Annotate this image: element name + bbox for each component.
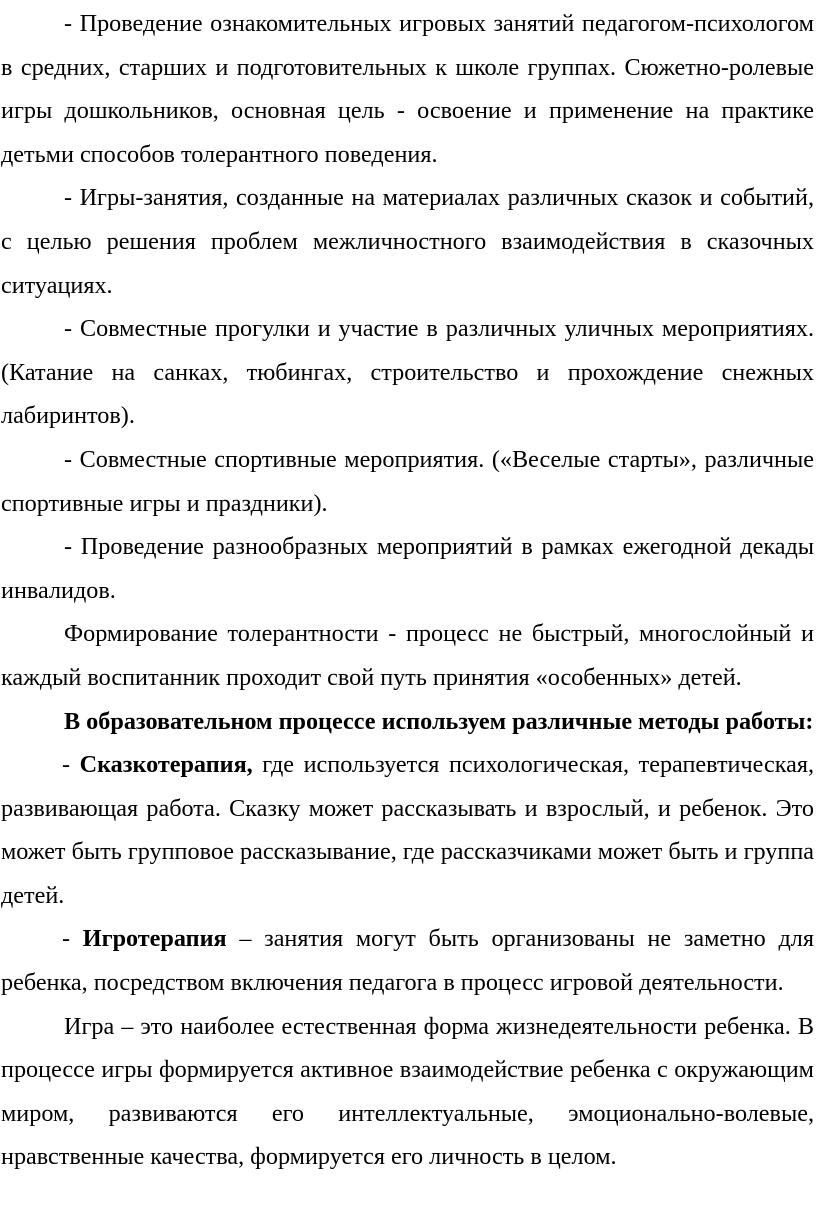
- list-dash: -: [62, 751, 80, 779]
- paragraph-play-sessions: - Проведение ознакомительных игровых занятий педагогом-психологом в средних, старших и подготовительных к школе группах. Сюжетно-ролевые игры дошкольников, основная цель - освоение и применение на практике детьми способов толерантного поведения.: [1, 10, 814, 168]
- list-dash: -: [62, 925, 83, 953]
- paragraph-fairy-tale-therapy: [1, 743, 814, 917]
- paragraph-tolerance-formation: Формирование толерантности - процесс не быстрый, многослойный и каждый воспитанник проходит свой путь принятия «особенных» детей.: [1, 620, 814, 691]
- paragraph-fairy-tale-games: - Игры-занятия, созданные на материалах различных сказок и событий, с целью решения проблем межличностного взаимодействия в сказочных ситуациях.: [1, 184, 814, 299]
- paragraph-joint-walks: - Совместные прогулки и участие в различных уличных мероприятиях. (Катание на санках, тюбингах, строительство и прохождение снежных лабиринтов).: [1, 315, 814, 430]
- term-description: где используется психологическая, терапевтическая, развивающая работа. Сказку может рассказывать и взрослый, и ребенок. Это может быть групповое рассказывание, где рассказчиками может быть и группа детей.: [1, 751, 814, 909]
- paragraph-sport-events: - Совместные спортивные мероприятия. («Веселые старты», различные спортивные игры и праздники).: [1, 445, 814, 517]
- term-fairy-tale-therapy: Сказкотерапия,: [79, 751, 253, 779]
- paragraph-play-definition: Игра – это наиболее естественная форма жизнедеятельности ребенка. В процессе игры формируется активное взаимодействие ребенка с окружающим миром, развиваются его интеллектуальные, эмоционально-волевые, нравственные качества, формируется его личность в целом.: [1, 1012, 814, 1171]
- paragraph-disability-decade: - Проведение разнообразных мероприятий в рамках ежегодной декады инвалидов.: [1, 533, 814, 604]
- document-page: [1, 2, 814, 1179]
- section-heading-methods: В образовательном процессе используем различные методы работы:: [64, 707, 814, 735]
- term-play-therapy: Игротерапия: [82, 925, 227, 953]
- paragraph-play-therapy: [1, 917, 814, 1004]
- term-description: – занятия могут быть организованы не заметно для ребенка, посредством включения педагога в процесс игровой деятельности.: [1, 925, 814, 997]
